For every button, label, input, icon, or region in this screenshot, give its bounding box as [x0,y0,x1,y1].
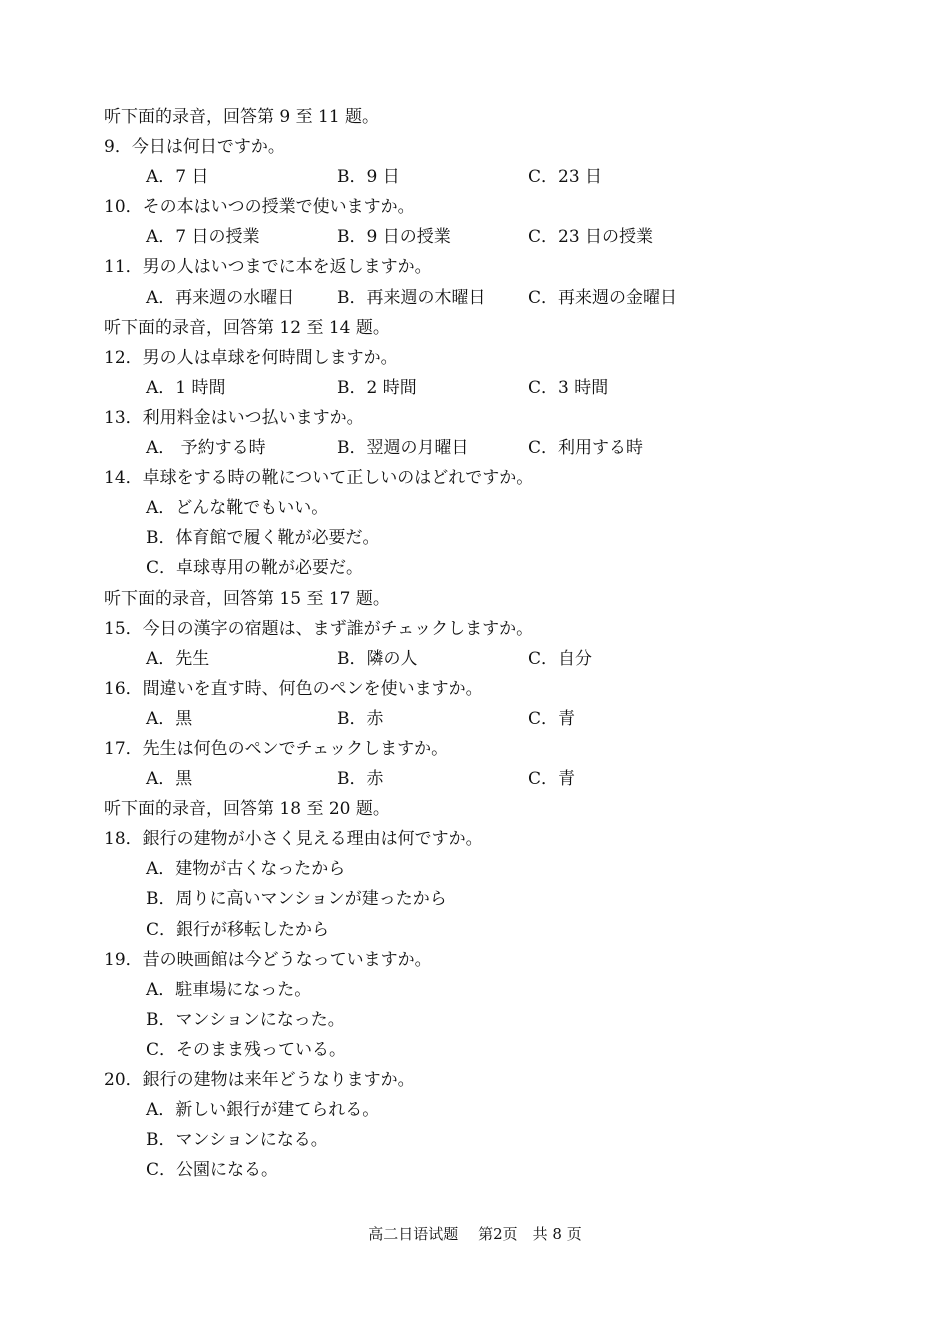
answer-option: B．周りに高いマンションが建ったから [146,889,447,910]
answer-option: A．建物が古くなったから [146,859,346,880]
answer-option: C．そのまま残っている。 [146,1039,347,1060]
answer-option: A．新しい銀行が建てられる。 [146,1100,380,1121]
section-instruction: 听下面的录音，回答第 12 至 14 题。 [104,317,390,338]
option-row [104,433,924,463]
answer-option: A．黒 [146,708,193,729]
answer-option: B．9 日の授業 [337,227,451,248]
question-text: 14．卓球をする時の靴について正しいのはどれですか。 [104,468,534,489]
option-row [104,222,924,252]
answer-option: C．銀行が移転したから [146,919,330,940]
answer-option: C．再来週の金曜日 [528,287,678,308]
answer-option: C．3 時間 [528,377,609,398]
question-text: 16．間違いを直す時、何色のペンを使いますか。 [104,678,483,699]
section-instruction: 听下面的录音，回答第 15 至 17 题。 [104,588,390,609]
question-text: 13．利用料金はいつ払いますか。 [104,407,364,428]
answer-option: C．青 [528,769,576,790]
answer-option: A．7 日の授業 [146,227,260,248]
option-row [104,764,924,794]
answer-option: C．自分 [528,648,593,669]
answer-option: C．卓球専用の靴が必要だ。 [146,558,364,579]
question-text: 19．昔の映画館は今どうなっていますか。 [104,949,432,970]
answer-option: B．再来週の木曜日 [337,287,486,308]
answer-option: C．利用する時 [528,438,644,459]
answer-option: B．マンションになった。 [146,1009,345,1030]
answer-option: B．赤 [337,769,384,790]
answer-option: A．1 時間 [146,377,226,398]
question-text: 11．男の人はいつまでに本を返しますか。 [104,257,432,278]
answer-option: B．2 時間 [337,377,417,398]
question-text: 12．男の人は卓球を何時間しますか。 [104,347,398,368]
section-instruction: 听下面的录音，回答第 18 至 20 题。 [104,799,390,820]
answer-option: C．23 日の授業 [528,227,654,248]
option-row [104,644,924,674]
answer-option: A．再来週の水曜日 [146,287,295,308]
answer-option: B．隣の人 [337,648,418,669]
answer-option: A．先生 [146,648,210,669]
answer-option: B．9 日 [337,167,400,188]
question-text: 10．その本はいつの授業で使いますか。 [104,197,415,218]
answer-option: B．翌週の月曜日 [337,438,469,459]
option-row [104,162,924,192]
section-instruction: 听下面的录音，回答第 9 至 11 题。 [104,107,380,127]
answer-option: B．マンションになる。 [146,1130,328,1151]
answer-option: B．体育館で履く靴が必要だ。 [146,528,380,549]
answer-option: C．23 日 [528,167,603,188]
question-text: 20．銀行の建物は来年どうなりますか。 [104,1070,415,1090]
answer-option: A．どんな靴でもいい。 [146,498,329,519]
answer-option: A．黒 [146,769,193,790]
answer-option: B．赤 [337,708,384,729]
answer-option: A．駐車場になった。 [146,979,312,1000]
question-text: 9．今日は何日ですか。 [104,137,285,158]
answer-option: A．7 日 [146,167,209,188]
option-row [104,704,924,734]
question-text: 15．今日の漢字の宿題は、まず誰がチェックしますか。 [104,618,534,639]
question-list [104,102,924,1185]
question-text: 17．先生は何色のペンでチェックしますか。 [104,738,449,759]
option-row [104,373,924,403]
answer-option: A． 予約する時 [146,438,266,459]
answer-option: C．青 [528,708,576,729]
option-row [104,283,924,313]
question-text: 18．銀行の建物が小さく見える理由は何ですか。 [104,829,483,850]
page-footer: 高二日语试题 第2页 共 8 页 [368,1225,582,1243]
answer-option: C．公園になる。 [146,1160,279,1181]
